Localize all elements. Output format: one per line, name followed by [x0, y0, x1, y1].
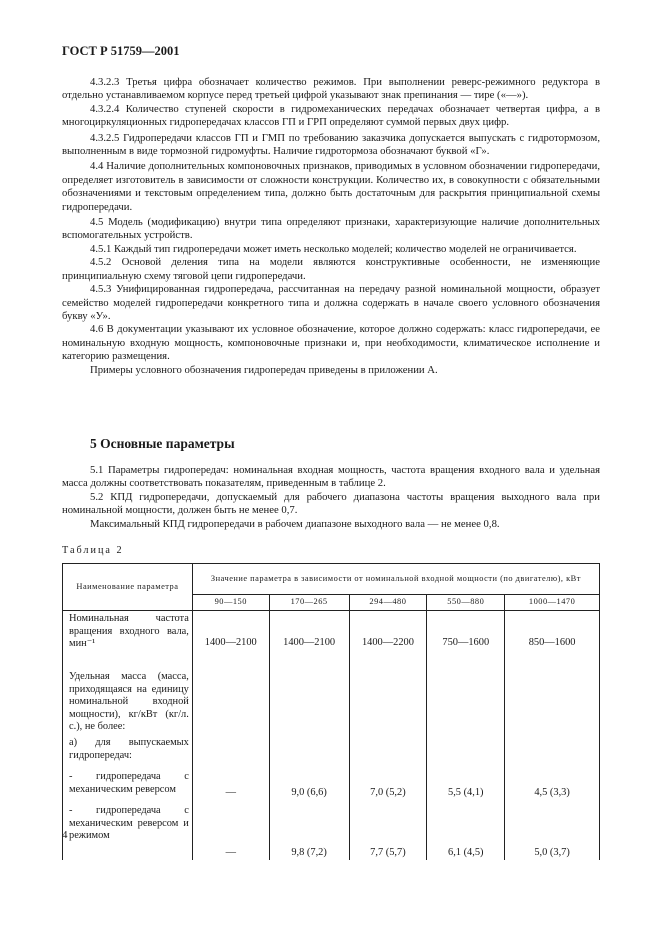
value-cell: 9,8 (7,2)	[291, 847, 327, 858]
value-cell: 1400—2200	[361, 637, 414, 648]
range-header: 90—150	[192, 595, 269, 611]
paragraph: 4.3.2.5 Гидропередачи классов ГП и ГМП по требованию заказчика допускается выпускать с гидротормозом, выполненным в виде тормозной гидромуфты. Наличие гидротормоза обозначают буквой «Г».	[62, 131, 600, 158]
paragraph: 4.6 В документации указывают их условное обозначение, которое должно содержать: класс гидропередачи, ее номинальную входную мощность, компоновочные признаки и, при необходимости, климатическое исполнение и категорию размещения.	[62, 323, 600, 363]
parameters-table	[62, 563, 600, 860]
value-header: Значение параметра в зависимости от номинальной входной мощности (по двигателю), кВт	[192, 564, 599, 595]
section-body	[62, 464, 600, 531]
value-column	[427, 611, 505, 860]
value-cell: 5,0 (3,7)	[534, 847, 570, 858]
paragraph: 4.3.2.4 Количество ступеней скорости в гидромеханических передачах обозначает четвертая цифра, а в многоциркуляционных гидропередачах классов ГП и ГРП определяют суммой первых двух цифр.	[62, 102, 600, 129]
value-column	[269, 611, 349, 860]
value-cell: 1400—2100	[204, 637, 257, 648]
paragraph: 4.5 Модель (модификацию) внутри типа определяют признаки, характеризующие наличие дополнительных вспомогательных устройств.	[62, 216, 600, 242]
row-name: а) для выпускаемых гидропередач:	[69, 737, 189, 761]
paragraph: 4.4 Наличие дополнительных компоновочных признаков, приводимых в условном обозначении гидропередачи, определяет изготовитель в зависимости от сложности конструкции. Количество их, в совокупности с обязательными обозначениями и текстовым определением типа, должно быть достаточным для раскрытия принципиальной схемы гидропередачи.	[62, 160, 600, 213]
paragraph: 4.5.2 Основой деления типа на модели являются конструктивные особенности, не изменяющие принципиальную схему тяговой цепи гидропередачи.	[62, 256, 600, 282]
value-cell: —	[225, 787, 236, 798]
value-column	[349, 611, 427, 860]
row-name: Удельная масса (масса, приходящаяся на единицу номинальной входной мощности), кг/кВт (кг/л. с.), не более:	[69, 671, 189, 733]
row-name: - гидропередача с механическим реверсом	[69, 771, 189, 795]
row-name: - гидропередача с механическим реверсом и режимом	[69, 805, 189, 842]
paragraph: Примеры условного обозначения гидропередач приведены в приложении А.	[90, 363, 438, 376]
section-title: 5 Основные параметры	[90, 436, 235, 451]
paragraph: 5.2 КПД гидропередачи, допускаемый для рабочего диапазона частоты вращения выходного вала при номинальной мощности, должен быть не менее 0,7.	[62, 490, 600, 517]
table-caption: Таблица 2	[62, 545, 124, 556]
range-header: 294—480	[349, 595, 427, 611]
range-header: 1000—1470	[505, 595, 600, 611]
range-header: 170—265	[269, 595, 349, 611]
page-number: 4	[62, 829, 68, 841]
document-body	[62, 76, 600, 377]
paragraph: 4.5.1 Каждый тип гидропередачи может иметь несколько моделей; количество моделей не ограничивается.	[90, 242, 577, 255]
value-cell: 850—1600	[528, 637, 576, 648]
row-name: Номинальная частота вращения входного вала, мин⁻¹	[69, 613, 189, 650]
value-cell: 1400—2100	[283, 637, 336, 648]
paragraph: 4.5.3 Унифицированная гидропередача, рассчитанная на передачу разной номинальной мощности, образует семейство моделей гидропередачи конкретного типа и должна содержать в начале своего условного обозначения букву «У».	[62, 283, 600, 322]
value-column	[192, 611, 269, 860]
row-names	[63, 611, 193, 860]
value-cell: 7,0 (5,2)	[370, 787, 406, 798]
value-cell: 9,0 (6,6)	[291, 787, 327, 798]
range-header: 550—880	[427, 595, 505, 611]
value-cell: 7,7 (5,7)	[370, 847, 406, 858]
value-cell: 5,5 (4,1)	[448, 787, 484, 798]
paragraph: Максимальный КПД гидропередачи в рабочем диапазоне выходного вала — не менее 0,8.	[90, 517, 500, 530]
paragraph: 4.3.2.3 Третья цифра обозначает количество режимов. При выполнении реверс-режимного редуктора в отдельно устанавливаемом корпусе перед третьей цифрой указывают знак препинания — тире («—»).	[62, 76, 600, 102]
value-cell: —	[225, 847, 236, 858]
value-cell: 4,5 (3,3)	[534, 787, 570, 798]
table-row	[63, 611, 600, 860]
value-column	[505, 611, 600, 860]
standard-header: ГОСТ Р 51759—2001	[62, 44, 180, 58]
value-cell: 750—1600	[442, 637, 490, 648]
value-cell: 6,1 (4,5)	[448, 847, 484, 858]
paragraph: 5.1 Параметры гидропередач: номинальная входная мощность, частота вращения входного вала и удельная масса должны соответствовать показателям, приведенным в таблице 2.	[62, 464, 600, 490]
param-header: Наименование параметра	[63, 564, 193, 611]
